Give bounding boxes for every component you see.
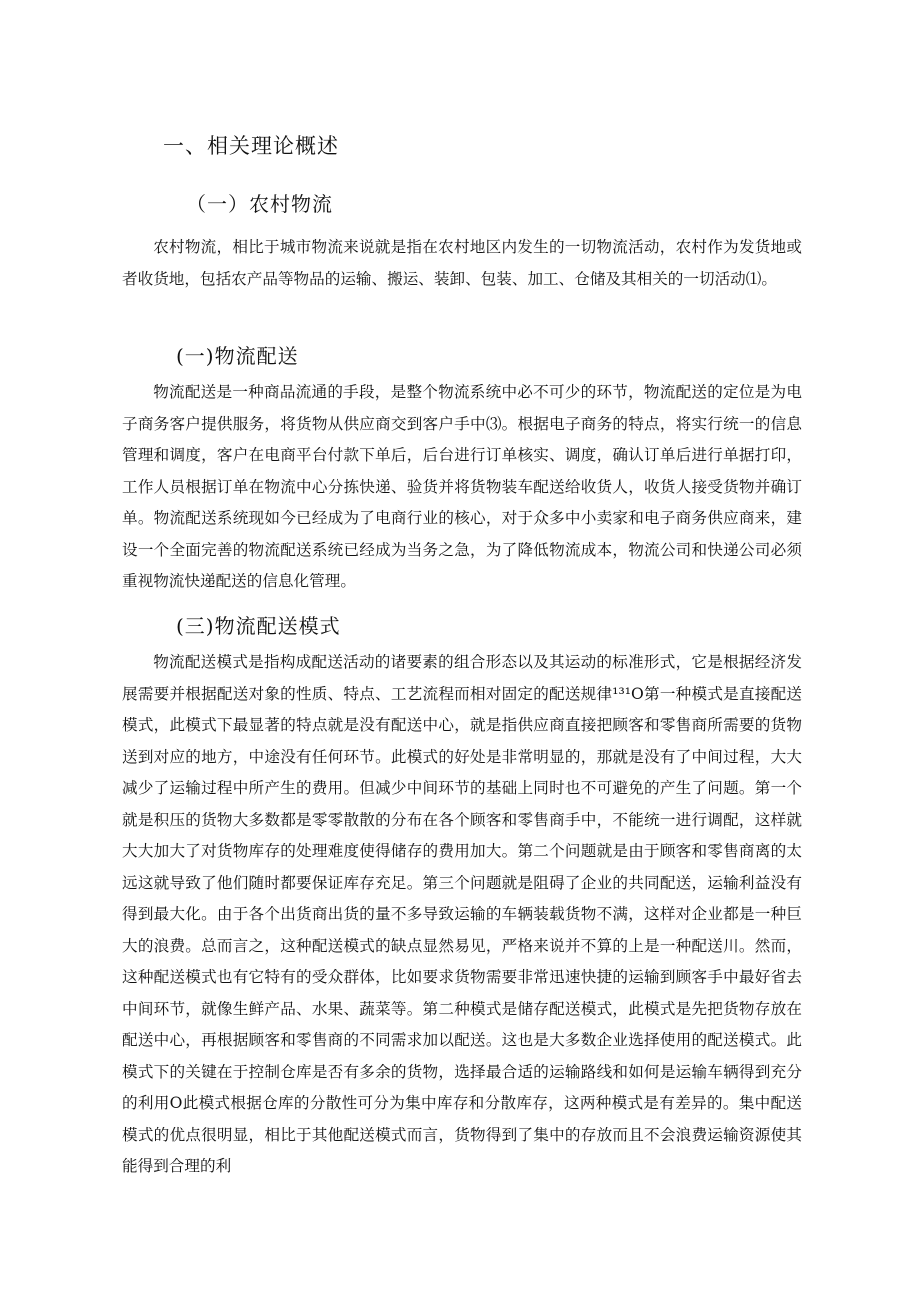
subsection-heading-rural-logistics: （一）农村物流 xyxy=(186,192,333,216)
subsection-heading-logistics-distribution: (一)物流配送 xyxy=(176,344,299,368)
paragraph-distribution-modes: 物流配送模式是指构成配送活动的诸要素的组合形态以及其运动的标准形式，它是根据经济发展需要并根据配送对象的性质、特点、工艺流程而相对固定的配送规律¹³¹O第一种模式是直接配送模式，此模式下最显著的特点就是没有配送中心，就是指供应商直接把顾客和零售商所需要的货物送到对应的地方，中途没有任何环节。此模式的好处是非常明显的，那就是没有了中间过程，大大减少了运输过程中所产生的费用。但减少中间环节的基础上同时也不可避免的产生了问题。第一个就是积压的货物大多数都是零零散散的分布在各个顾客和零售商手中，不能统一进行调配，这样就大大加大了对货物库存的处理难度使得储存的费用加大。第二个问题就是由于顾客和零售商离的太远这就导致了他们随时都要保证库存充足。第三个问题就是阻碍了企业的共同配送，运输利益没有得到最大化。由于各个出货商出货的量不多导致运输的车辆装载货物不满，这样对企业都是一种巨大的浪费。总而言之，这种配送模式的缺点显然易见，严格来说并不算的上是一种配送川。然而，这种配送模式也有它特有的受众群体，比如要求货物需要非常迅速快捷的运输到顾客手中最好省去中间环节，就像生鲜产品、水果、蔬菜等。第二种模式是储存配送模式，此模式是先把货物存放在配送中心，再根据顾客和零售商的不同需求加以配送。这也是大多数企业选择使用的配送模式。此模式下的关键在于控制仓库是否有多余的货物，选择最合适的运输路线和如何是运输车辆得到充分的利用O此模式根据仓库的分散性可分为集中库存和分散库存，这两种模式是有差异的。集中配送模式的优点很明显，相比于其他配送模式而言，货物得到了集中的存放而且不会浪费运输资源使其能得到合理的利 xyxy=(122,653,802,1175)
subsection-heading-distribution-modes: (三)物流配送模式 xyxy=(176,614,341,638)
paragraph-rural-logistics: 农村物流，相比于城市物流来说就是指在农村地区内发生的一切物流活动，农村作为发货地或者收货地，包括农产品等物品的运输、搬运、装卸、包装、加工、仓储及其相关的一切活动⑴。 xyxy=(122,238,802,288)
section-title: 一、相关理论概述 xyxy=(163,134,339,158)
paragraph-logistics-distribution: 物流配送是一种商品流通的手段，是整个物流系统中必不可少的环节，物流配送的定位是为电子商务客户提供服务，将货物从供应商交到客户手中⑶。根据电子商务的特点，将实行统一的信息管理和调度，客户在电商平台付款下单后，后台进行订单核实、调度，确认订单后进行单据打印，工作人员根据订单在物流中心分拣快递、验货并将货物装车配送给收货人，收货人接受货物并确订单。物流配送系统现如今已经成为了电商行业的核心，对于众多中小卖家和电子商务供应商来，建设一个全面完善的物流配送系统已经成为当务之急，为了降低物流成本，物流公司和快递公司必须重视物流快递配送的信息化管理。 xyxy=(122,383,802,590)
